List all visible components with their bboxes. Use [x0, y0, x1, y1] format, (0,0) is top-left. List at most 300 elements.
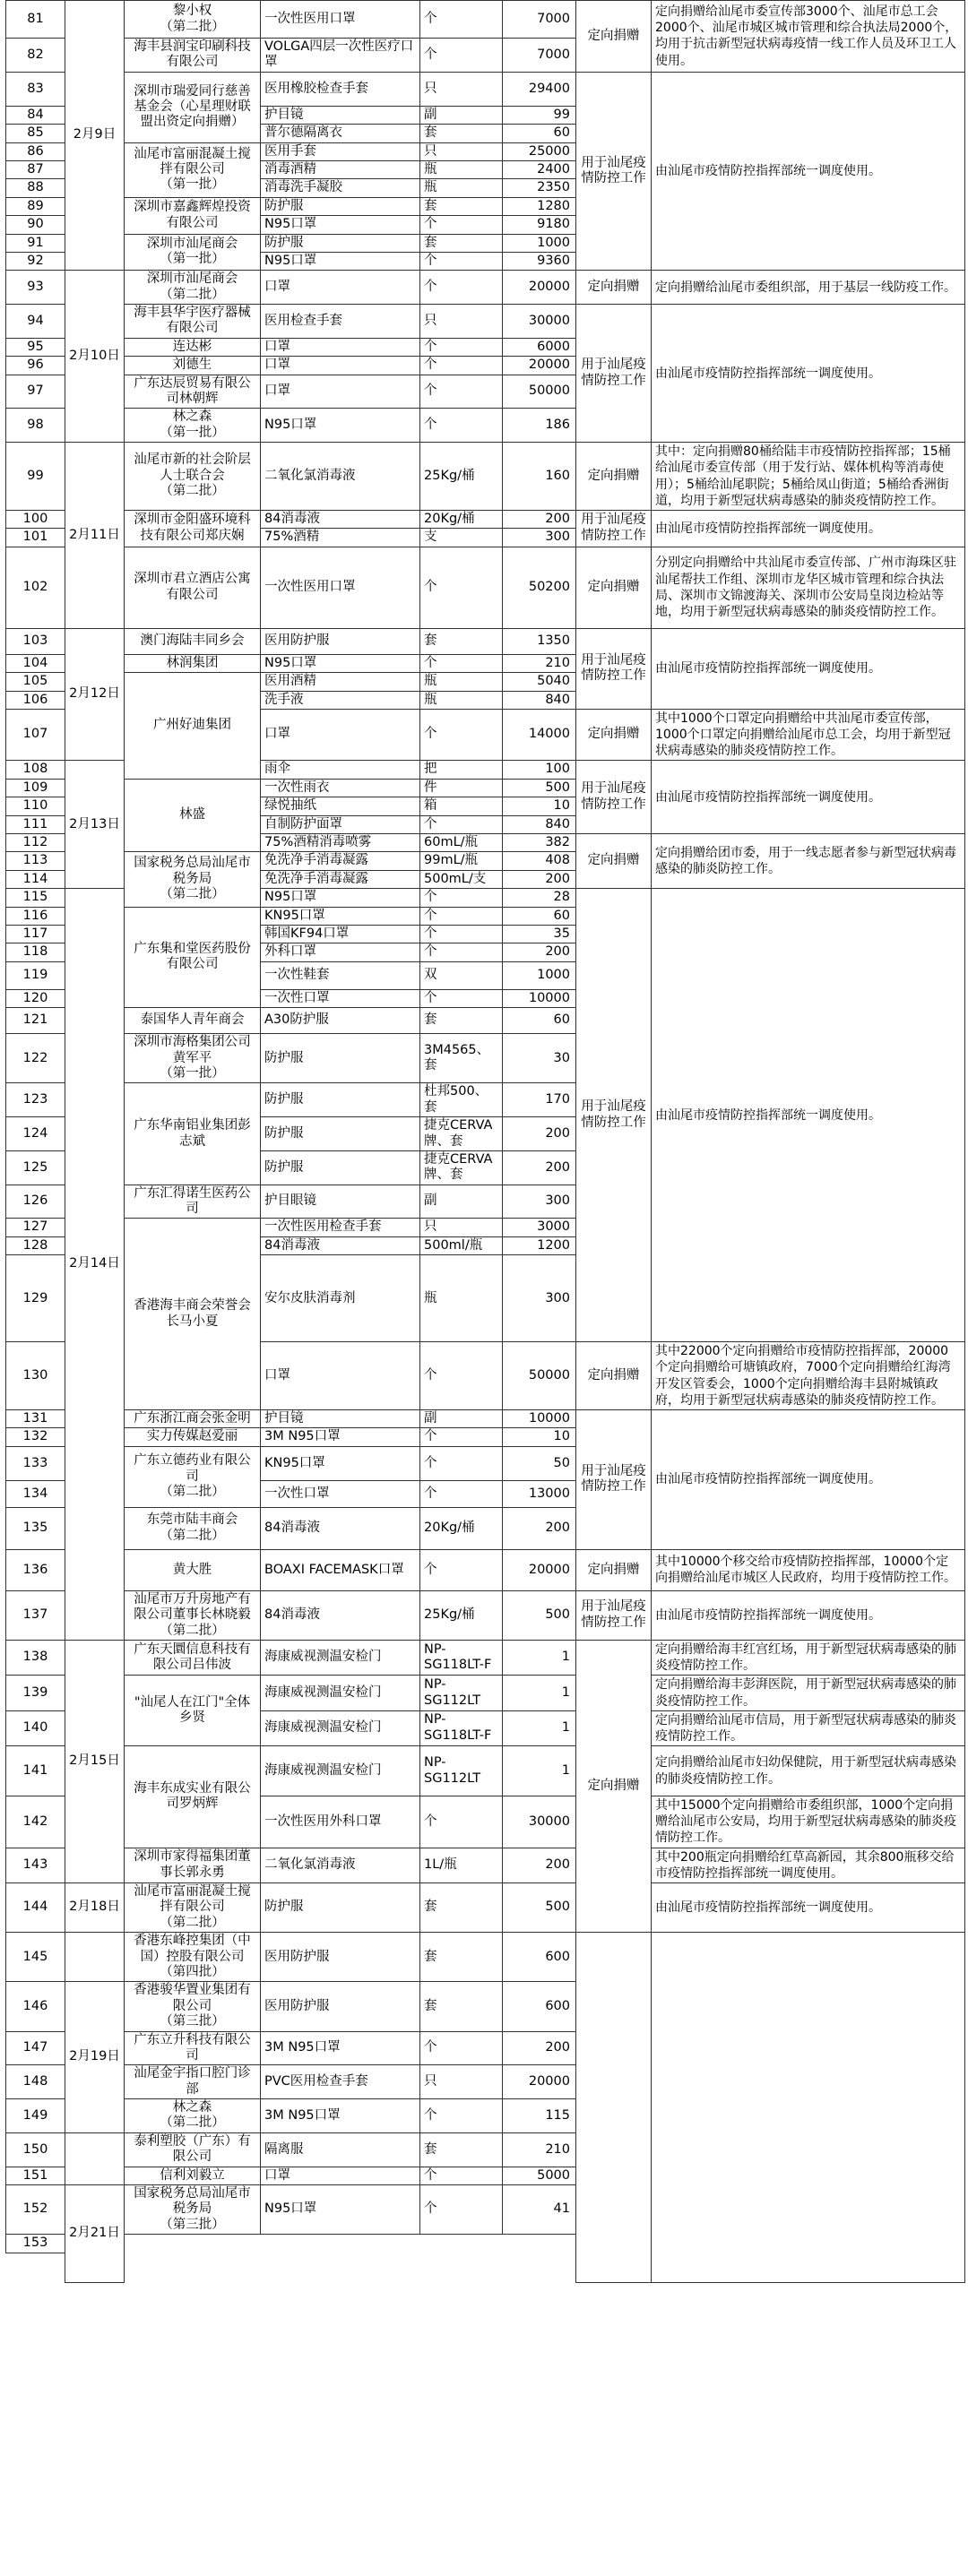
unit-cell: 套 [420, 1933, 503, 1982]
donor-cell: 汕尾市万升房地产有限公司董事长林晓毅 （第二批） [125, 1590, 261, 1640]
table-row [6, 1676, 965, 1710]
unit-cell: 个 [420, 1342, 503, 1410]
unit-cell: 个 [420, 252, 503, 270]
quantity-cell: 840 [503, 691, 576, 709]
unit-cell: 把 [420, 761, 503, 779]
table-row [6, 510, 965, 528]
serial-no-cell: 115 [6, 889, 65, 907]
item-name-cell: BOAXI FACEMASK口罩 [261, 1549, 420, 1590]
item-name-cell: KN95口罩 [261, 907, 420, 925]
unit-cell: 个 [420, 216, 503, 234]
unit-cell: 1L/瓶 [420, 1848, 503, 1882]
donation-table [5, 0, 965, 2282]
unit-cell: 套 [420, 1008, 503, 1034]
donor-cell: 广东集和堂医药股份有限公司 [125, 907, 261, 1008]
usage-note-cell: 其中15000个定向捐赠给市委组织部，1000个定向捐赠给汕尾市公安局，均用于新型冠状病毒感染的肺炎疫情防控工作。 [652, 1796, 965, 1848]
serial-no-cell: 121 [6, 1008, 65, 1034]
quantity-cell: 840 [503, 815, 576, 833]
unit-cell: 捷克CERVA牌、套 [420, 1117, 503, 1151]
item-name-cell: 消毒酒精 [261, 160, 420, 178]
usage-note-cell: 定向捐赠给团市委，用于一线志愿者参与新型冠状病毒感染的肺炎防控工作。 [652, 834, 965, 889]
usage-note-cell: 由汕尾市疫情防控指挥部统一调度使用。 [652, 628, 965, 709]
date-cell: 2月15日 [65, 1640, 125, 1882]
quantity-cell: 10 [503, 797, 576, 815]
unit-cell: 个 [420, 357, 503, 375]
donor-cell: 广东汇得诺生医药公司 [125, 1185, 261, 1219]
usage-note-cell: 由汕尾市疫情防控指挥部统一调度使用。 [652, 1883, 965, 1933]
quantity-cell: 200 [503, 1117, 576, 1151]
serial-no-cell: 148 [6, 2065, 65, 2099]
usage-note-cell: 分别定向捐赠给中共汕尾市委宣传部、广州市海珠区驻汕尾帮扶工作组、深圳市龙华区城市管理和综合执法局、深圳市文锦渡海关、深圳市公安局皇岗边检站等地，均用于新型冠状病毒感染的肺炎疫情防控工作。 [652, 547, 965, 628]
unit-cell: 双 [420, 961, 503, 989]
donor-cell: 广东立升科技有限公司 [125, 2031, 261, 2065]
unit-cell: 只 [420, 72, 503, 106]
usage-note-cell: 由汕尾市疫情防控指挥部统一调度使用。 [652, 1590, 965, 1640]
serial-no-cell: 151 [6, 2167, 65, 2184]
quantity-cell: 50000 [503, 375, 576, 409]
donor-cell: 刘德生 [125, 357, 261, 375]
item-name-cell: VOLGA四层一次性医疗口罩 [261, 39, 420, 73]
serial-no-cell: 85 [6, 125, 65, 142]
unit-cell: 瓶 [420, 673, 503, 691]
unit-cell: 套 [420, 197, 503, 215]
donor-cell: 广东达辰贸易有限公司林朝辉 [125, 375, 261, 409]
item-name-cell: 医用防护服 [261, 1982, 420, 2031]
serial-no-cell: 152 [6, 2185, 65, 2235]
item-name-cell: 防护服 [261, 234, 420, 252]
item-name-cell: 84消毒液 [261, 510, 420, 528]
donor-cell: 广东天圜信息科技有限公司吕伟波 [125, 1640, 261, 1675]
serial-no-cell: 95 [6, 338, 65, 356]
donor-cell: 林之森 （第二批） [125, 2099, 261, 2133]
usage-note-cell: 其中：定向捐赠80桶给陆丰市疫情防控指挥部；15桶给汕尾市委宣传部（用于发行站、媒体机构等消毒使用）；5桶给汕尾职院；5桶给凤山街道；5桶给香洲街道，均用于新型冠状病毒感染的肺炎疫情防控工作。 [652, 443, 965, 511]
unit-cell: 个 [420, 925, 503, 943]
item-name-cell: 一次性医用外科口罩 [261, 1796, 420, 1848]
quantity-cell: 2400 [503, 160, 576, 178]
donor-cell: 海丰东成实业有限公司罗炳辉 [125, 1746, 261, 1848]
item-name-cell: 84消毒液 [261, 1507, 420, 1549]
donor-cell: 信利刘毅立 [125, 2167, 261, 2184]
item-name-cell: KN95口罩 [261, 1446, 420, 1480]
quantity-cell: 2350 [503, 179, 576, 197]
serial-no-cell: 119 [6, 961, 65, 989]
quantity-cell: 500 [503, 779, 576, 797]
quantity-cell: 28 [503, 889, 576, 907]
serial-no-cell: 149 [6, 2099, 65, 2133]
item-name-cell: 防护服 [261, 1117, 420, 1151]
table-row [6, 305, 965, 339]
serial-no-cell: 106 [6, 691, 65, 709]
purpose-cell: 用于汕尾疫情防控工作 [576, 1590, 652, 1640]
serial-no-cell: 143 [6, 1848, 65, 1882]
serial-no-cell: 105 [6, 673, 65, 691]
purpose-cell [576, 1933, 652, 2282]
item-name-cell: N95口罩 [261, 409, 420, 443]
item-name-cell: 3M N95口罩 [261, 2099, 420, 2133]
item-name-cell: 防护服 [261, 1150, 420, 1185]
donor-cell: 实力传媒赵爱丽 [125, 1428, 261, 1446]
serial-no-cell: 82 [6, 39, 65, 73]
serial-no-cell: 102 [6, 547, 65, 628]
quantity-cell: 200 [503, 943, 576, 961]
item-name-cell: 一次性口罩 [261, 989, 420, 1007]
date-cell: 2月9日 [65, 1, 125, 271]
purpose-cell: 定向捐赠 [576, 271, 652, 305]
serial-no-cell: 132 [6, 1428, 65, 1446]
quantity-cell: 6000 [503, 338, 576, 356]
unit-cell: 3M4565、套 [420, 1034, 503, 1083]
quantity-cell: 20000 [503, 271, 576, 305]
item-name-cell: 3M N95口罩 [261, 2031, 420, 2065]
table-row [6, 1640, 965, 1675]
unit-cell: 个 [420, 1480, 503, 1507]
unit-cell: 20Kg/桶 [420, 1507, 503, 1549]
donor-cell: 泰国华人青年商会 [125, 1008, 261, 1034]
serial-no-cell: 117 [6, 925, 65, 943]
quantity-cell: 200 [503, 1507, 576, 1549]
serial-no-cell: 118 [6, 943, 65, 961]
quantity-cell: 1 [503, 1640, 576, 1675]
serial-no-cell: 81 [6, 1, 65, 39]
donor-cell: 深圳市海格集团公司 黄军平 （第一批） [125, 1034, 261, 1083]
serial-no-cell: 150 [6, 2132, 65, 2167]
purpose-cell: 定向捐赠 [576, 1342, 652, 1410]
quantity-cell: 300 [503, 1255, 576, 1342]
unit-cell: 副 [420, 1409, 503, 1427]
quantity-cell: 30000 [503, 305, 576, 339]
quantity-cell: 29400 [503, 72, 576, 106]
item-name-cell: 防护服 [261, 1034, 420, 1083]
donor-cell: 深圳市家得福集团董事长郭永勇 [125, 1848, 261, 1882]
serial-no-cell: 130 [6, 1342, 65, 1410]
quantity-cell: 9360 [503, 252, 576, 270]
usage-note-cell: 由汕尾市疫情防控指挥部统一调度使用。 [652, 510, 965, 547]
item-name-cell: 医用橡胶检查手套 [261, 72, 420, 106]
serial-no-cell: 139 [6, 1676, 65, 1710]
item-name-cell: 口罩 [261, 709, 420, 761]
item-name-cell: 医用防护服 [261, 1933, 420, 1982]
item-name-cell: 医用手套 [261, 142, 420, 160]
item-name-cell: 免洗净手消毒凝露 [261, 852, 420, 870]
quantity-cell: 25000 [503, 142, 576, 160]
unit-cell: 只 [420, 2065, 503, 2099]
serial-no-cell: 112 [6, 834, 65, 852]
purpose-cell: 用于汕尾疫情防控工作 [576, 72, 652, 271]
donor-cell: 汕尾金宇指口腔门诊部 [125, 2065, 261, 2099]
serial-no-cell: 135 [6, 1507, 65, 1549]
table-row [6, 1549, 965, 1590]
unit-cell: 套 [420, 2132, 503, 2167]
purpose-cell: 定向捐赠 [576, 1549, 652, 1590]
item-name-cell: 一次性雨衣 [261, 779, 420, 797]
serial-no-cell: 94 [6, 305, 65, 339]
quantity-cell: 210 [503, 2132, 576, 2167]
quantity-cell: 600 [503, 1982, 576, 2031]
donor-cell: 汕尾市新的社会阶层人士联合会 （第二批） [125, 443, 261, 511]
item-name-cell: 二氧化氯消毒液 [261, 443, 420, 511]
purpose-cell: 定向捐赠 [576, 1, 652, 73]
donor-cell: 深圳市瑞爱同行慈善基金会（心星理财联盟出资定向捐赠） [125, 72, 261, 142]
unit-cell: 个 [420, 409, 503, 443]
item-name-cell: 防护服 [261, 1083, 420, 1117]
donor-cell: 深圳市汕尾商会 （第一批） [125, 234, 261, 271]
date-cell: 2月19日 [65, 1982, 125, 2133]
serial-no-cell: 104 [6, 654, 65, 672]
item-name-cell: 海康威视测温安检门 [261, 1746, 420, 1796]
item-name-cell: 一次性鞋套 [261, 961, 420, 989]
donor-cell: 广东华南铝业集团彭志斌 [125, 1083, 261, 1185]
donor-cell: 深圳市汕尾商会 （第二批） [125, 271, 261, 305]
date-cell: 2月14日 [65, 889, 125, 1641]
date-cell [65, 1933, 125, 1982]
unit-cell: 个 [420, 39, 503, 73]
usage-note-cell: 定向捐赠给汕尾市信局，用于新型冠状病毒感染的肺炎疫情防控工作。 [652, 1710, 965, 1745]
quantity-cell: 200 [503, 1848, 576, 1882]
serial-no-cell: 83 [6, 72, 65, 106]
table-row [6, 72, 965, 106]
table-row [6, 443, 965, 511]
item-name-cell: 医用酒精 [261, 673, 420, 691]
serial-no-cell: 107 [6, 709, 65, 761]
table-row [6, 1848, 965, 1882]
table-row [6, 1933, 965, 1982]
unit-cell: 件 [420, 779, 503, 797]
unit-cell: 套 [420, 628, 503, 654]
unit-cell: 捷克CERVA牌、套 [420, 1150, 503, 1185]
table-row [6, 271, 965, 305]
serial-no-cell: 98 [6, 409, 65, 443]
serial-no-cell: 92 [6, 252, 65, 270]
serial-no-cell: 120 [6, 989, 65, 1007]
table-row [6, 1, 965, 39]
quantity-cell: 5040 [503, 673, 576, 691]
donor-cell: 广东立德药业有限公司 （第二批） [125, 1446, 261, 1507]
quantity-cell: 200 [503, 1150, 576, 1185]
usage-note-cell: 由汕尾市疫情防控指挥部统一调度使用。 [652, 889, 965, 1342]
quantity-cell: 60 [503, 125, 576, 142]
serial-no-cell: 123 [6, 1083, 65, 1117]
serial-no-cell: 114 [6, 870, 65, 888]
unit-cell: 个 [420, 271, 503, 305]
usage-note-cell [652, 1933, 965, 2282]
quantity-cell: 1 [503, 1710, 576, 1745]
purpose-cell: 定向捐赠 [576, 709, 652, 761]
serial-no-cell: 146 [6, 1982, 65, 2031]
quantity-cell: 1 [503, 1676, 576, 1710]
unit-cell: NP-SG118LT-F [420, 1640, 503, 1675]
unit-cell: 套 [420, 1982, 503, 2031]
quantity-cell: 600 [503, 1933, 576, 1982]
item-name-cell: 海康威视测温安检门 [261, 1640, 420, 1675]
serial-no-cell: 128 [6, 1236, 65, 1254]
serial-no-cell: 91 [6, 234, 65, 252]
donor-cell: 香港骏华置业集团有限公司 （第三批） [125, 1982, 261, 2031]
serial-no-cell: 100 [6, 510, 65, 528]
quantity-cell: 20000 [503, 357, 576, 375]
purpose-cell: 用于汕尾疫情防控工作 [576, 889, 652, 1342]
donor-cell: 东莞市陆丰商会 （第二批） [125, 1507, 261, 1549]
unit-cell: 个 [420, 907, 503, 925]
serial-no-cell: 144 [6, 1883, 65, 1933]
serial-no-cell: 137 [6, 1590, 65, 1640]
unit-cell: 个 [420, 943, 503, 961]
unit-cell: 500ml/瓶 [420, 1236, 503, 1254]
table-row [6, 547, 965, 628]
quantity-cell: 210 [503, 654, 576, 672]
donor-cell: 深圳市嘉鑫辉煌投资有限公司 [125, 197, 261, 234]
serial-no-cell: 88 [6, 179, 65, 197]
item-name-cell: 一次性医用检查手套 [261, 1219, 420, 1236]
usage-note-cell: 由汕尾市疫情防控指挥部统一调度使用。 [652, 72, 965, 271]
quantity-cell: 9180 [503, 216, 576, 234]
date-cell: 2月10日 [65, 271, 125, 443]
item-name-cell: 口罩 [261, 2167, 420, 2184]
table-row [6, 1590, 965, 1640]
item-name-cell: N95口罩 [261, 216, 420, 234]
unit-cell: 套 [420, 1883, 503, 1933]
serial-no-cell: 87 [6, 160, 65, 178]
unit-cell: 500mL/支 [420, 870, 503, 888]
item-name-cell: 海康威视测温安检门 [261, 1710, 420, 1745]
table-row [6, 1883, 965, 1933]
quantity-cell: 500 [503, 1883, 576, 1933]
quantity-cell: 1000 [503, 961, 576, 989]
quantity-cell: 7000 [503, 39, 576, 73]
quantity-cell: 115 [503, 2099, 576, 2133]
purpose-cell: 用于汕尾疫情防控工作 [576, 761, 652, 834]
donor-cell: 香港东峰控集团（中国）控股有限公司 （第四批） [125, 1933, 261, 1982]
quantity-cell: 1 [503, 1746, 576, 1796]
serial-no-cell: 126 [6, 1185, 65, 1219]
date-cell: 2月21日 [65, 2185, 125, 2283]
quantity-cell: 382 [503, 834, 576, 852]
item-name-cell: 医用检查手套 [261, 305, 420, 339]
item-name-cell: 韩国KF94口罩 [261, 925, 420, 943]
quantity-cell: 20000 [503, 1549, 576, 1590]
purpose-cell: 定向捐赠 [576, 1640, 652, 1932]
item-name-cell: 75%酒精消毒喷雾 [261, 834, 420, 852]
unit-cell: 只 [420, 1219, 503, 1236]
donor-cell: 林润集团 [125, 654, 261, 672]
unit-cell: NP-SG118LT-F [420, 1710, 503, 1745]
quantity-cell: 35 [503, 925, 576, 943]
serial-no-cell: 125 [6, 1150, 65, 1185]
purpose-cell: 用于汕尾疫情防控工作 [576, 1409, 652, 1549]
donor-cell: 黎小权 （第二批） [125, 1, 261, 39]
unit-cell: 25Kg/桶 [420, 443, 503, 511]
quantity-cell: 186 [503, 409, 576, 443]
quantity-cell: 50000 [503, 1342, 576, 1410]
quantity-cell: 300 [503, 529, 576, 547]
usage-note-cell: 定向捐赠给汕尾市委宣传部3000个、汕尾市总工会2000个、汕尾市城区城市管理和综合执法局2000个，均用于抗击新型冠状病毒疫情一线工作人员及环卫工人使用。 [652, 1, 965, 73]
usage-note-cell: 定向捐赠给汕尾市妇幼保健院，用于新型冠状病毒感染的肺炎疫情防控工作。 [652, 1746, 965, 1796]
item-name-cell: 雨伞 [261, 761, 420, 779]
item-name-cell: 消毒洗手凝胶 [261, 179, 420, 197]
serial-no-cell: 136 [6, 1549, 65, 1590]
item-name-cell: 口罩 [261, 338, 420, 356]
item-name-cell: 二氧化氯消毒液 [261, 1848, 420, 1882]
donor-cell: 广东浙江商会张金明 [125, 1409, 261, 1427]
quantity-cell: 60 [503, 907, 576, 925]
unit-cell: 瓶 [420, 691, 503, 709]
unit-cell: 个 [420, 2185, 503, 2235]
donor-cell: 林之森 （第一批） [125, 409, 261, 443]
unit-cell: 个 [420, 709, 503, 761]
item-name-cell: 绿悦抽纸 [261, 797, 420, 815]
quantity-cell: 60 [503, 1008, 576, 1034]
serial-no-cell: 110 [6, 797, 65, 815]
unit-cell: 60mL/瓶 [420, 834, 503, 852]
date-cell [65, 2132, 125, 2184]
serial-no-cell: 131 [6, 1409, 65, 1427]
usage-note-cell: 定向捐赠给海丰红宫红场，用于新型冠状病毒感染的肺炎疫情防控工作。 [652, 1640, 965, 1675]
serial-no-cell: 145 [6, 1933, 65, 1982]
serial-no-cell: 140 [6, 1710, 65, 1745]
donor-cell: 香港海丰商会荣誉会长马小夏 [125, 1219, 261, 1410]
usage-note-cell: 其中1000个口罩定向捐赠给中共汕尾市委宣传部，1000个口罩定向捐赠给汕尾市总工会，均用于新型冠状病毒感染的肺炎疫情防控工作。 [652, 709, 965, 761]
quantity-cell: 170 [503, 1083, 576, 1117]
serial-no-cell: 134 [6, 1480, 65, 1507]
unit-cell: 个 [420, 989, 503, 1007]
unit-cell: 支 [420, 529, 503, 547]
unit-cell: 99mL/瓶 [420, 852, 503, 870]
serial-no-cell: 97 [6, 375, 65, 409]
item-name-cell: 护目镜 [261, 106, 420, 124]
unit-cell: 个 [420, 547, 503, 628]
item-name-cell: 84消毒液 [261, 1590, 420, 1640]
serial-no-cell: 108 [6, 761, 65, 779]
date-cell: 2月11日 [65, 443, 125, 629]
donor-cell: "汕尾人在江门"全体乡贤 [125, 1676, 261, 1746]
usage-note-cell: 定向捐赠给汕尾市委组织部，用于基层一线防疫工作。 [652, 271, 965, 305]
serial-no-cell: 133 [6, 1446, 65, 1480]
unit-cell: NP-SG112LT [420, 1746, 503, 1796]
quantity-cell: 10000 [503, 989, 576, 1007]
usage-note-cell: 由汕尾市疫情防控指挥部统一调度使用。 [652, 761, 965, 834]
serial-no-cell: 127 [6, 1219, 65, 1236]
quantity-cell: 30000 [503, 1796, 576, 1848]
purpose-cell: 用于汕尾疫情防控工作 [576, 628, 652, 709]
quantity-cell: 1280 [503, 197, 576, 215]
unit-cell: 个 [420, 2167, 503, 2184]
unit-cell: 副 [420, 106, 503, 124]
serial-no-cell: 109 [6, 779, 65, 797]
unit-cell: 套 [420, 234, 503, 252]
serial-no-cell: 122 [6, 1034, 65, 1083]
quantity-cell: 30 [503, 1034, 576, 1083]
item-name-cell: 防护服 [261, 1883, 420, 1933]
table-row [6, 628, 965, 654]
quantity-cell: 99 [503, 106, 576, 124]
date-cell: 2月18日 [65, 1883, 125, 1933]
item-name-cell: 海康威视测温安检门 [261, 1676, 420, 1710]
quantity-cell: 7000 [503, 1, 576, 39]
unit-cell: 副 [420, 1185, 503, 1219]
item-name-cell: 自制防护面罩 [261, 815, 420, 833]
item-name-cell: 防护服 [261, 197, 420, 215]
donor-cell: 澳门海陆丰同乡会 [125, 628, 261, 654]
unit-cell: 个 [420, 815, 503, 833]
quantity-cell: 1350 [503, 628, 576, 654]
unit-cell: 个 [420, 1549, 503, 1590]
unit-cell: 个 [420, 1446, 503, 1480]
usage-note-cell: 其中22000个定向捐赠给市疫情防控指挥部，20000个定向捐赠给可塘镇政府，7000个定向捐赠给红海湾开发区管委会，1000个定向捐赠给海丰县附城镇政府，均用于新型冠状病毒感染的肺炎疫情防控工作。 [652, 1342, 965, 1410]
item-name-cell: 一次性医用口罩 [261, 1, 420, 39]
date-cell: 2月13日 [65, 761, 125, 889]
donor-cell: 连达彬 [125, 338, 261, 356]
serial-no-cell: 111 [6, 815, 65, 833]
unit-cell: 个 [420, 1, 503, 39]
